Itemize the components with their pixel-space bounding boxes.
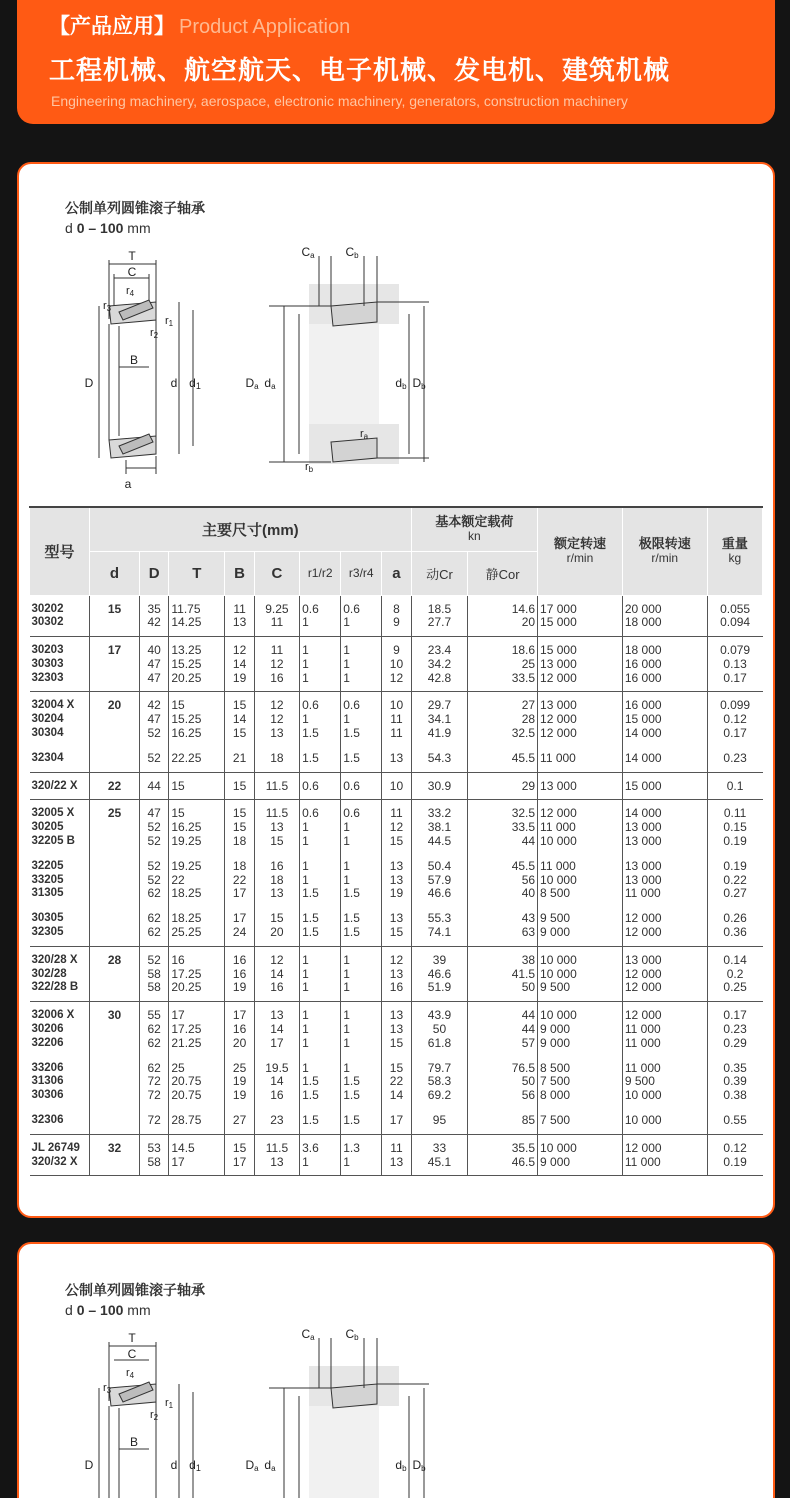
banner-tag bbox=[49, 10, 350, 40]
cell-w: 0.23 bbox=[707, 745, 762, 772]
label-r3: r3 bbox=[102, 300, 112, 313]
label-T: T bbox=[128, 249, 136, 263]
cell-r12: 1 1 1 bbox=[300, 1002, 341, 1055]
cell-w: 0.12 0.19 bbox=[707, 1134, 762, 1176]
label-r3-2: r3 bbox=[102, 1382, 112, 1395]
product-application-banner bbox=[17, 0, 775, 124]
cell-B: 15 14 15 bbox=[225, 692, 254, 745]
cell-a: 8 9 bbox=[382, 595, 411, 637]
cell-model: 320/28 X 302/28 322/28 B bbox=[30, 946, 90, 1001]
cell-rs: 17 000 15 000 bbox=[538, 595, 623, 637]
cell-T: 15 15.25 16.25 bbox=[169, 692, 225, 745]
header-a: a bbox=[382, 551, 411, 595]
cell-rs: 11 000 10 000 8 500 bbox=[538, 853, 623, 905]
cell-B: 15 17 bbox=[225, 1134, 254, 1176]
label-r2-2: r2 bbox=[149, 1409, 159, 1422]
cell-model: 32306 bbox=[30, 1107, 90, 1134]
cell-w: 0.11 0.15 0.19 bbox=[723, 806, 747, 849]
bearing-cross-section-diagram-2 bbox=[19, 1326, 439, 1498]
cell-C: 15 20 bbox=[254, 905, 299, 946]
cell-D: 40 47 47 bbox=[140, 637, 169, 692]
table-row bbox=[30, 692, 763, 745]
cell-ls: 20 000 18 000 bbox=[622, 595, 707, 637]
cell-d: 30 bbox=[90, 1002, 140, 1055]
banner-tag-cn: 【产品应用】 bbox=[49, 15, 175, 38]
cell-T: 16 17.25 20.25 bbox=[169, 946, 225, 1001]
cell-w: 0.14 0.2 0.25 bbox=[707, 946, 762, 1001]
cell-T: 14.5 17 bbox=[169, 1134, 225, 1176]
label-C-2: C bbox=[127, 1347, 137, 1361]
cell-D: 52 58 58 bbox=[140, 946, 169, 1001]
cell-B: 17 16 20 bbox=[225, 1002, 254, 1055]
cell-model: 30203 30303 32303 bbox=[30, 637, 90, 692]
cell-Cor: 45.5 bbox=[468, 745, 538, 772]
cell-r34: 1 1 1 bbox=[341, 1002, 382, 1055]
bearing-spec-rows bbox=[30, 595, 763, 1176]
cell-rs: 12 000 11 000 10 000 bbox=[538, 800, 623, 853]
cell-Cor: 76.5 50 56 bbox=[468, 1055, 538, 1107]
catalog-title-2: 公制单列圆锥滚子轴承 bbox=[65, 1282, 205, 1298]
header-main-dims: 主要尺寸(mm) bbox=[90, 507, 412, 551]
cell-Cr: 43.9 50 61.8 bbox=[411, 1002, 468, 1055]
label-T-2: T bbox=[128, 1331, 136, 1345]
cell-d: 28 bbox=[90, 946, 140, 1001]
cell-T: 17 17.25 21.25 bbox=[169, 1002, 225, 1055]
cell-a: 17 bbox=[382, 1107, 411, 1134]
cell-rs: 10 000 9 000 bbox=[538, 1134, 623, 1176]
cell-r12: 1 1 1 bbox=[300, 946, 341, 1001]
label-r2: r2 bbox=[149, 327, 159, 340]
cell-Cor: 38 41.5 50 bbox=[468, 946, 538, 1001]
cell-r12: 1.5 bbox=[300, 1107, 341, 1134]
cell-Cor: 29 bbox=[468, 772, 538, 800]
label-B-2: B bbox=[129, 1435, 139, 1449]
cell-C: 11.5 bbox=[254, 772, 299, 800]
label-Cb: Cb bbox=[345, 245, 359, 260]
cell-w: 0.55 bbox=[707, 1107, 762, 1134]
label-B: B bbox=[129, 353, 139, 367]
cell-r34: 0.6 1 1.5 bbox=[341, 692, 382, 745]
cell-r34: 1.5 1.5 bbox=[341, 905, 382, 946]
label-db-2: db bbox=[395, 1458, 407, 1473]
cell-model: 33206 31306 30306 bbox=[30, 1055, 90, 1107]
label-da: da bbox=[264, 376, 276, 391]
cell-r34: 1 1.5 1.5 bbox=[341, 1055, 382, 1107]
cell-D: 35 42 bbox=[140, 595, 169, 637]
cell-w: 0.35 0.39 0.38 bbox=[723, 1060, 747, 1103]
cell-C: 12 12 13 bbox=[254, 692, 299, 745]
cell-T: 11.75 14.25 bbox=[169, 595, 225, 637]
cell-w: 0.1 bbox=[707, 772, 762, 800]
cell-B: 15 bbox=[225, 772, 254, 800]
cell-model: 32004 X 30204 30304 bbox=[30, 692, 90, 745]
header-rated-speed: 额定转速 r/min bbox=[538, 507, 623, 595]
table-row bbox=[30, 853, 763, 905]
cell-T: 28.75 bbox=[169, 1107, 225, 1134]
header-d: d bbox=[90, 551, 140, 595]
cell-ls: 12 000 11 000 bbox=[622, 1134, 707, 1176]
cell-r12: 1.5 bbox=[300, 745, 341, 772]
cell-Cr: 23.4 34.2 42.8 bbox=[411, 637, 468, 692]
cell-d: 32 bbox=[90, 1134, 140, 1176]
cell-Cr: 39 46.6 51.9 bbox=[411, 946, 468, 1001]
label-Db: Db bbox=[412, 376, 426, 391]
cell-Cor: 85 bbox=[468, 1107, 538, 1134]
cell-T: 18.25 25.25 bbox=[169, 905, 225, 946]
cell-r34: 0.6 1 bbox=[341, 595, 382, 637]
cell-T: 22.25 bbox=[169, 745, 225, 772]
cell-r12: 1 1.5 1.5 bbox=[300, 1055, 341, 1107]
label-da-2: da bbox=[264, 1458, 276, 1473]
cell-w: 0.099 0.12 0.17 bbox=[720, 698, 751, 741]
label-D: D bbox=[84, 376, 94, 390]
cell-d bbox=[90, 853, 140, 905]
label-r1-2: r1 bbox=[164, 1397, 174, 1410]
cell-r34: 0.6 bbox=[341, 772, 382, 800]
cell-rs: 13 000 bbox=[538, 772, 623, 800]
cell-D: 44 bbox=[140, 772, 169, 800]
header-r12: r1/r2 bbox=[300, 551, 341, 595]
cell-C: 11.5 13 bbox=[254, 1134, 299, 1176]
cell-Cor: 32.5 33.5 44 bbox=[468, 800, 538, 853]
cell-Cr: 55.3 74.1 bbox=[411, 905, 468, 946]
table-row bbox=[30, 946, 763, 1001]
cell-a: 9 10 12 bbox=[382, 637, 411, 692]
cell-d bbox=[90, 1055, 140, 1107]
catalog-range: d 0 – 100 mm bbox=[65, 220, 151, 236]
cell-r34: 1 1 1 bbox=[341, 637, 382, 692]
cell-w: 0.079 0.13 0.17 bbox=[707, 637, 762, 692]
cell-C: 13 14 17 bbox=[254, 1002, 299, 1055]
cell-rs: 7 500 bbox=[538, 1107, 623, 1134]
cell-D: 52 52 62 bbox=[140, 853, 169, 905]
catalog-range-2: d 0 – 100 mm bbox=[65, 1302, 151, 1318]
cell-Cor: 44 44 57 bbox=[468, 1002, 538, 1055]
cell-B: 12 14 19 bbox=[225, 637, 254, 692]
cell-Cr: 29.7 34.1 41.9 bbox=[411, 692, 468, 745]
cell-ls: 12 000 11 000 11 000 bbox=[622, 1002, 707, 1055]
cell-model: 320/22 X bbox=[30, 772, 90, 800]
header-load: 基本额定载荷 kn bbox=[411, 507, 537, 551]
label-Ca-2: Ca bbox=[301, 1327, 315, 1342]
cell-B: 21 bbox=[225, 745, 254, 772]
label-Cb-2: Cb bbox=[345, 1327, 359, 1342]
cell-d bbox=[90, 1107, 140, 1134]
table-row bbox=[30, 745, 763, 772]
banner-subtitle: Engineering machinery, aerospace, electronic machinery, generators, construction machinery bbox=[51, 93, 628, 109]
cell-ls: 18 000 16 000 16 000 bbox=[622, 637, 707, 692]
cell-a: 10 bbox=[382, 772, 411, 800]
cell-ls: 12 000 12 000 bbox=[622, 905, 707, 946]
bearing-spec-table bbox=[29, 506, 763, 1176]
cell-ls: 14 000 bbox=[622, 745, 707, 772]
label-a: a bbox=[124, 477, 132, 491]
cell-r34: 1.5 bbox=[341, 745, 382, 772]
cell-d: 17 bbox=[90, 637, 140, 692]
cell-r34: 1.5 bbox=[341, 1107, 382, 1134]
cell-Cr: 33.2 38.1 44.5 bbox=[411, 800, 468, 853]
header-D: D bbox=[140, 551, 169, 595]
cell-a: 13 15 bbox=[382, 905, 411, 946]
cell-a: 10 11 11 bbox=[382, 692, 411, 745]
cell-Cor: 27 28 32.5 bbox=[468, 692, 538, 745]
cell-D: 62 72 72 bbox=[140, 1055, 169, 1107]
cell-a: 12 13 16 bbox=[382, 946, 411, 1001]
cell-D: 62 62 bbox=[140, 905, 169, 946]
cell-rs: 9 500 9 000 bbox=[538, 905, 623, 946]
cell-T: 19.25 22 18.25 bbox=[169, 853, 225, 905]
cell-Cor: 14.6 20 bbox=[468, 595, 538, 637]
label-ra: ra bbox=[359, 428, 369, 441]
cell-ls: 13 000 13 000 11 000 bbox=[622, 853, 707, 905]
cell-model: 30202 30302 bbox=[30, 595, 90, 637]
header-weight: 重量 kg bbox=[707, 507, 762, 595]
cell-r12: 3.6 1 bbox=[300, 1134, 341, 1176]
cell-C: 12 14 16 bbox=[254, 946, 299, 1001]
header-limit-speed: 极限转速 r/min bbox=[622, 507, 707, 595]
table-row bbox=[30, 772, 763, 800]
label-C: C bbox=[127, 265, 137, 279]
cell-w: 0.17 0.23 0.29 bbox=[723, 1008, 747, 1050]
cell-d bbox=[90, 905, 140, 946]
cell-Cr: 18.5 27.7 bbox=[411, 595, 468, 637]
cell-B: 18 22 17 bbox=[225, 853, 254, 905]
label-r4: r4 bbox=[125, 285, 135, 298]
cell-model: JL 26749 320/32 X bbox=[30, 1134, 90, 1176]
cell-ls: 11 000 9 500 10 000 bbox=[622, 1055, 707, 1107]
cell-rs: 13 000 12 000 12 000 bbox=[538, 692, 623, 745]
cell-d: 15 bbox=[90, 595, 140, 637]
label-Da-2: Da bbox=[245, 1458, 259, 1473]
cell-T: 15 bbox=[169, 772, 225, 800]
label-r4-2: r4 bbox=[125, 1367, 135, 1380]
cell-B: 17 24 bbox=[225, 905, 254, 946]
cell-ls: 10 000 bbox=[622, 1107, 707, 1134]
cell-ls: 13 000 12 000 12 000 bbox=[622, 946, 707, 1001]
cell-ls: 15 000 bbox=[622, 772, 707, 800]
header-model: 型号 bbox=[30, 507, 90, 595]
cell-model: 32304 bbox=[30, 745, 90, 772]
cell-d: 25 bbox=[90, 800, 140, 853]
cell-B: 27 bbox=[225, 1107, 254, 1134]
header-r34: r3/r4 bbox=[341, 551, 382, 595]
label-d1-2: d1 bbox=[189, 1458, 201, 1473]
label-db: db bbox=[395, 376, 407, 391]
cell-C: 11 12 16 bbox=[254, 637, 299, 692]
label-Da: Da bbox=[245, 376, 259, 391]
label-D-2: D bbox=[84, 1458, 94, 1472]
table-row bbox=[30, 1107, 763, 1134]
table-row bbox=[30, 905, 763, 946]
banner-title: 工程机械、航空航天、电子机械、发电机、建筑机械 bbox=[49, 55, 671, 85]
cell-r12: 0.6 1 1 bbox=[300, 800, 341, 853]
cell-model: 30305 32305 bbox=[30, 905, 90, 946]
cell-r12: 0.6 bbox=[300, 772, 341, 800]
cell-w: 0.055 0.094 bbox=[707, 595, 762, 637]
cell-rs: 10 000 10 000 9 500 bbox=[538, 946, 623, 1001]
cell-ls: 16 000 15 000 14 000 bbox=[622, 692, 707, 745]
cell-T: 15 16.25 19.25 bbox=[169, 800, 225, 853]
cell-C: 9.25 11 bbox=[254, 595, 299, 637]
header-Cr: 动Cr bbox=[411, 551, 468, 595]
cell-w: 0.26 0.36 bbox=[707, 905, 762, 946]
cell-C: 18 bbox=[254, 745, 299, 772]
header-T: T bbox=[169, 551, 225, 595]
cell-Cr: 95 bbox=[411, 1107, 468, 1134]
table-row bbox=[30, 637, 763, 692]
table-row bbox=[30, 1002, 763, 1055]
cell-a: 13 13 15 bbox=[382, 1002, 411, 1055]
header-C: C bbox=[254, 551, 299, 595]
label-rb: rb bbox=[304, 461, 314, 474]
cell-D: 72 bbox=[140, 1107, 169, 1134]
cell-T: 25 20.75 20.75 bbox=[169, 1055, 225, 1107]
cell-rs: 10 000 9 000 9 000 bbox=[538, 1002, 623, 1055]
header-Cor: 静Cor bbox=[468, 551, 538, 595]
cell-C: 11.5 13 15 bbox=[254, 800, 299, 853]
cell-D: 55 62 62 bbox=[140, 1002, 169, 1055]
banner-tag-en: Product Application bbox=[179, 16, 351, 38]
cell-r34: 1 1 1 bbox=[341, 946, 382, 1001]
cell-d bbox=[90, 745, 140, 772]
cell-w: 0.19 0.22 0.27 bbox=[723, 858, 747, 901]
table-row bbox=[30, 595, 763, 637]
cell-C: 16 18 13 bbox=[254, 853, 299, 905]
cell-a: 13 bbox=[382, 745, 411, 772]
cell-model: 32006 X 30206 32206 bbox=[30, 1002, 90, 1055]
cell-C: 23 bbox=[254, 1107, 299, 1134]
header-B: B bbox=[225, 551, 254, 595]
cell-D: 53 58 bbox=[140, 1134, 169, 1176]
cell-D: 42 47 52 bbox=[140, 692, 169, 745]
cell-a: 11 12 15 bbox=[382, 800, 411, 853]
cell-r12: 1 1 1 bbox=[300, 637, 341, 692]
cell-r12: 1 1 1.5 bbox=[300, 853, 341, 905]
cell-Cr: 50.4 57.9 46.6 bbox=[411, 853, 468, 905]
cell-ls: 14 000 13 000 13 000 bbox=[622, 800, 707, 853]
cell-Cr: 33 45.1 bbox=[411, 1134, 468, 1176]
cell-a: 13 13 19 bbox=[382, 853, 411, 905]
cell-r12: 1.5 1.5 bbox=[300, 905, 341, 946]
cell-model: 32205 33205 31305 bbox=[30, 853, 90, 905]
cell-rs: 15 000 13 000 12 000 bbox=[538, 637, 623, 692]
cell-r12: 0.6 1 1.5 bbox=[300, 692, 341, 745]
label-d1: d1 bbox=[189, 376, 201, 391]
table-row bbox=[30, 1055, 763, 1107]
cell-Cor: 45.5 56 40 bbox=[468, 853, 538, 905]
cell-T: 13.25 15.25 20.25 bbox=[169, 637, 225, 692]
cell-a: 15 22 14 bbox=[382, 1055, 411, 1107]
cell-model: 32005 X 30205 32205 B bbox=[30, 800, 90, 853]
table-row bbox=[30, 1134, 763, 1176]
label-Ca: Ca bbox=[301, 245, 315, 260]
cell-Cor: 43 63 bbox=[468, 905, 538, 946]
cell-rs: 11 000 bbox=[538, 745, 623, 772]
cell-Cr: 30.9 bbox=[411, 772, 468, 800]
cell-d: 22 bbox=[90, 772, 140, 800]
bearing-spec-card-2 bbox=[17, 1242, 775, 1498]
label-d: d bbox=[170, 376, 178, 390]
cell-D: 47 52 52 bbox=[140, 800, 169, 853]
cell-B: 11 13 bbox=[225, 595, 254, 637]
bearing-spec-card bbox=[17, 162, 775, 1218]
cell-r34: 1 1 1.5 bbox=[341, 853, 382, 905]
cell-Cr: 79.7 58.3 69.2 bbox=[411, 1055, 468, 1107]
cell-C: 19.5 14 16 bbox=[254, 1055, 299, 1107]
cell-B: 15 15 18 bbox=[225, 800, 254, 853]
cell-r34: 0.6 1 1 bbox=[341, 800, 382, 853]
label-d-2: d bbox=[170, 1458, 178, 1472]
cell-a: 11 13 bbox=[382, 1134, 411, 1176]
cell-Cor: 18.6 25 33.5 bbox=[468, 637, 538, 692]
label-r1: r1 bbox=[164, 315, 174, 328]
catalog-title: 公制单列圆锥滚子轴承 bbox=[65, 200, 205, 216]
cell-r34: 1.3 1 bbox=[341, 1134, 382, 1176]
cell-r12: 0.6 1 bbox=[300, 595, 341, 637]
bearing-cross-section-diagram bbox=[19, 244, 439, 494]
cell-d: 20 bbox=[90, 692, 140, 745]
cell-B: 16 16 19 bbox=[225, 946, 254, 1001]
label-Db-2: Db bbox=[412, 1458, 426, 1473]
cell-D: 52 bbox=[140, 745, 169, 772]
cell-Cor: 35.5 46.5 bbox=[468, 1134, 538, 1176]
cell-B: 25 19 19 bbox=[225, 1055, 254, 1107]
table-row bbox=[30, 800, 763, 853]
cell-Cr: 54.3 bbox=[411, 745, 468, 772]
cell-rs: 8 500 7 500 8 000 bbox=[538, 1055, 623, 1107]
